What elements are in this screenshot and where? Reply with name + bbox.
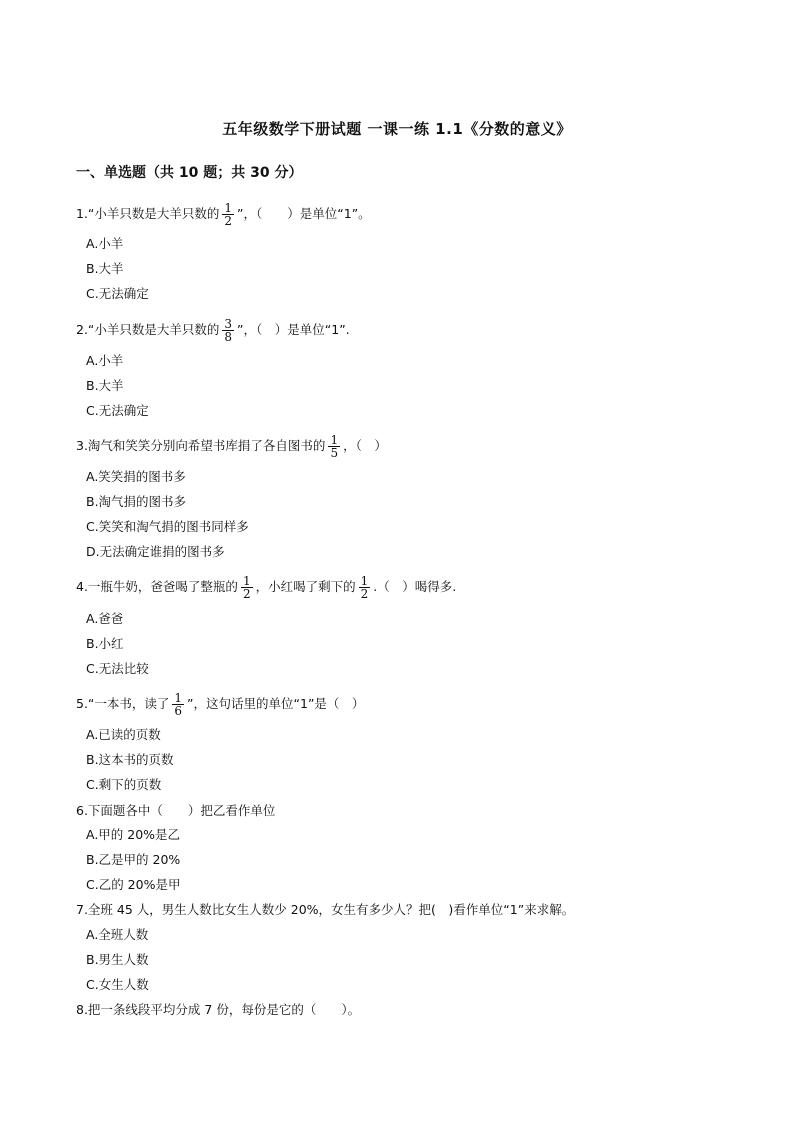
question-5: [76, 692, 364, 717]
option-3a[interactable]: A.笑笑捐的图书多: [86, 469, 186, 484]
section-heading: 一、单选题（共 10 题；共 30 分）: [76, 165, 303, 181]
option-1c[interactable]: C.无法确定: [86, 286, 149, 301]
question-text: 2.“小羊只数是大羊只数的: [76, 322, 220, 337]
question-text: ，小红喝了剩下的: [255, 579, 356, 594]
option-6a[interactable]: A.甲的 20%是乙: [86, 827, 181, 842]
question-4: [76, 575, 456, 600]
question-text: 1.“小羊只数是大羊只数的: [76, 206, 220, 221]
option-5a[interactable]: A.已读的页数: [86, 727, 161, 742]
option-2b[interactable]: B.大羊: [86, 378, 124, 393]
question-text: ”，（ ）是单位“1”.: [237, 322, 350, 337]
question-8: 8.把一条线段平均分成 7 份，每份是它的（ ）。: [76, 1002, 361, 1017]
option-1a[interactable]: A.小羊: [86, 236, 124, 251]
option-3c[interactable]: C.笑笑和淘气捐的图书同样多: [86, 519, 249, 534]
option-3d[interactable]: D.无法确定谁捐的图书多: [86, 544, 225, 559]
question-text: ”，这句话里的单位“1”是（ ）: [187, 696, 365, 711]
option-7b[interactable]: B.男生人数: [86, 952, 149, 967]
option-5c[interactable]: C.剩下的页数: [86, 777, 162, 792]
question-2: [76, 318, 350, 343]
fraction: $\frac{1}{5}$: [330, 433, 339, 460]
question-1: [76, 202, 371, 227]
fraction: $\frac{1}{2}$: [360, 574, 369, 601]
option-7c[interactable]: C.女生人数: [86, 977, 149, 992]
question-6: 6.下面题各中（ ）把乙看作单位: [76, 803, 276, 818]
question-text: 4.一瓶牛奶，爸爸喝了整瓶的: [76, 579, 238, 594]
option-4a[interactable]: A.爸爸: [86, 611, 124, 626]
question-text: .（ ）喝得多.: [373, 579, 457, 594]
option-1b[interactable]: B.大羊: [86, 261, 124, 276]
option-7a[interactable]: A.全班人数: [86, 927, 149, 942]
question-7: 7.全班 45 人，男生人数比女生人数少 20%，女生有多少人？把( )看作单位“1”来求解。: [76, 902, 575, 917]
fraction: $\frac{1}{2}$: [224, 201, 233, 228]
fraction: $\frac{3}{8}$: [224, 317, 233, 344]
option-3b[interactable]: B.淘气捐的图书多: [86, 494, 187, 509]
question-text: 5.“一本书，读了: [76, 696, 170, 711]
page-title: 五年级数学下册试题 一课一练 1.1《分数的意义》: [222, 120, 572, 138]
option-2a[interactable]: A.小羊: [86, 353, 124, 368]
option-5b[interactable]: B.这本书的页数: [86, 752, 174, 767]
question-text: ”，（ ）是单位“1”。: [237, 206, 371, 221]
question-text: ，（ ）: [343, 438, 387, 453]
option-6b[interactable]: B.乙是甲的 20%: [86, 852, 181, 867]
question-text: 3.淘气和笑笑分别向希望书库捐了各自图书的: [76, 438, 326, 453]
option-6c[interactable]: C.乙的 20%是甲: [86, 877, 181, 892]
option-4c[interactable]: C.无法比较: [86, 661, 149, 676]
option-4b[interactable]: B.小红: [86, 636, 124, 651]
option-2c[interactable]: C.无法确定: [86, 403, 149, 418]
fraction: $\frac{1}{6}$: [174, 691, 183, 718]
fraction: $\frac{1}{2}$: [242, 574, 251, 601]
question-3: [76, 434, 387, 459]
